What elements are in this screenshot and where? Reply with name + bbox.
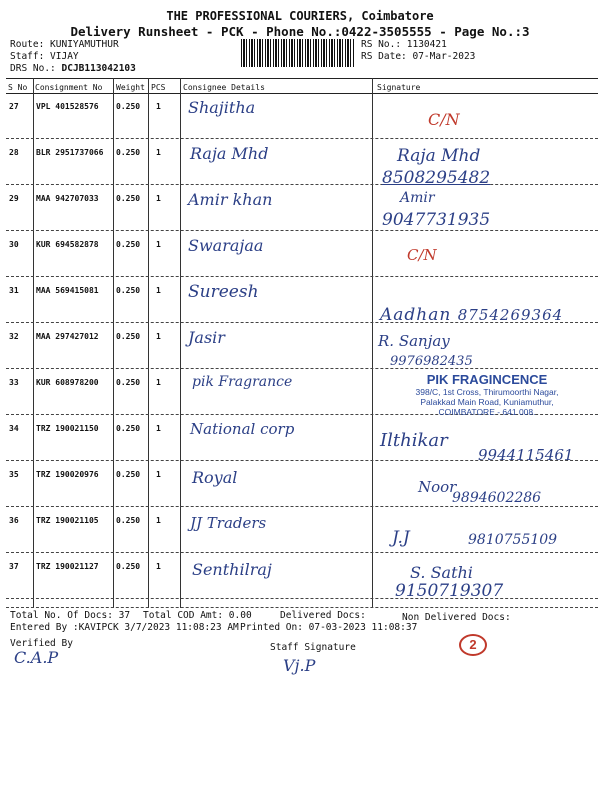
route-label: Route: KUNIYAMUTHUR	[10, 39, 119, 50]
signature-name: Aadhan	[380, 305, 452, 325]
row-consignment-no: TRZ 190021150	[36, 424, 99, 433]
col-header-pcs: PCS	[151, 83, 166, 92]
col-header-signature: Signature	[377, 83, 421, 92]
row-sno: 36	[9, 516, 19, 525]
signature	[380, 305, 563, 325]
table-bottom-rule	[6, 607, 598, 608]
row-pcs: 1	[156, 194, 161, 203]
row-sno: 33	[9, 378, 19, 387]
row-sno: 34	[9, 424, 19, 433]
col-header-consignee: Consignee Details	[183, 83, 265, 92]
col-divider	[33, 78, 34, 608]
row-separator	[6, 230, 598, 231]
row-pcs: 1	[156, 424, 161, 433]
row-separator	[6, 552, 598, 553]
company-stamp	[380, 372, 594, 417]
signature-phone: 9944115461	[478, 446, 574, 464]
handwritten-consignee: Sureesh	[188, 282, 259, 302]
signature-phone: 8754269364	[457, 306, 564, 324]
row-weight: 0.250	[116, 516, 141, 525]
row-pcs: 1	[156, 562, 161, 571]
row-weight: 0.250	[116, 332, 141, 341]
handwritten-consignee: Raja Mhd	[190, 144, 269, 163]
delivered-docs: Delivered Docs:	[280, 610, 366, 621]
stamp-address: 398/C, 1st Cross, Thirumoorthi Nagar,	[415, 387, 559, 397]
row-weight: 0.250	[116, 562, 141, 571]
non-delivered-docs: Non Delivered Docs:	[402, 612, 511, 623]
row-pcs: 1	[156, 102, 161, 111]
row-weight: 0.250	[116, 148, 141, 157]
row-consignment-no: TRZ 190020976	[36, 470, 99, 479]
row-consignment-no: BLR 2951737066	[36, 148, 104, 157]
col-divider	[113, 78, 114, 608]
stamp-name: PIK FRAGINCENCE	[426, 372, 548, 387]
signature-phone: 9976982435	[390, 354, 473, 369]
row-consignment-no: KUR 608978200	[36, 378, 99, 387]
row-separator	[6, 138, 598, 139]
runsheet-subtitle: Delivery Runsheet - PCK - Phone No.:0422-3505555 - Page No.:3	[70, 24, 530, 39]
col-divider	[372, 78, 373, 608]
company-title: THE PROFESSIONAL COURIERS, Coimbatore	[166, 9, 434, 23]
row-pcs: 1	[156, 332, 161, 341]
row-sno: 35	[9, 470, 19, 479]
col-header-weight: Weight	[116, 83, 145, 92]
signature-cn: C/N	[407, 246, 437, 264]
signature-cn: C/N	[428, 110, 460, 129]
stamp-address: Palakkad Main Road, Kuniamuthur,	[420, 397, 554, 407]
row-pcs: 1	[156, 240, 161, 249]
signature: Amir	[400, 190, 435, 206]
row-separator	[6, 276, 598, 277]
signature-phone: 8508295482	[382, 168, 491, 188]
row-sno: 27	[9, 102, 19, 111]
signature: Raja Mhd	[397, 146, 481, 166]
col-header-sno: S No	[8, 83, 28, 92]
signature: Noor	[418, 478, 457, 496]
row-weight: 0.250	[116, 102, 141, 111]
handwritten-consignee: Senthilraj	[192, 560, 272, 579]
barcode	[241, 39, 354, 67]
col-divider	[148, 78, 149, 608]
row-sno: 31	[9, 286, 19, 295]
table-header-rule	[6, 93, 598, 94]
row-pcs: 1	[156, 470, 161, 479]
row-separator	[6, 184, 598, 185]
drs-value: DCJB113042103	[61, 63, 136, 74]
total-docs: Total No. Of Docs: 37	[10, 610, 131, 621]
staff-signature: Vj.P	[283, 656, 316, 675]
signature-phone: 9150719307	[395, 581, 504, 601]
signature: Ilthikar	[380, 430, 448, 451]
handwritten-consignee: pik Fragrance	[192, 374, 293, 390]
row-weight: 0.250	[116, 286, 141, 295]
row-pcs: 1	[156, 148, 161, 157]
verified-signature: C.A.P	[14, 648, 59, 667]
signature-phone: 9810755109	[468, 532, 558, 548]
table-top-rule	[6, 78, 598, 79]
row-sno: 32	[9, 332, 19, 341]
handwritten-consignee: Amir khan	[188, 190, 273, 209]
row-sno: 30	[9, 240, 19, 249]
handwritten-consignee: Shajitha	[188, 98, 256, 117]
col-header-consignment: Consignment No	[35, 83, 103, 92]
total-cod: Total COD Amt: 0.00	[143, 610, 252, 621]
signature: J.J	[392, 528, 410, 548]
row-separator	[6, 598, 598, 599]
row-separator	[6, 506, 598, 507]
handwritten-consignee: Royal	[192, 468, 238, 487]
row-consignment-no: MAA 297427012	[36, 332, 99, 341]
rs-date: RS Date: 07-Mar-2023	[361, 51, 476, 62]
row-consignment-no: MAA 942707033	[36, 194, 99, 203]
row-separator	[6, 368, 598, 369]
verified-by-label: Verified By	[10, 638, 73, 649]
drs-label: DRS No.:	[10, 63, 56, 74]
signature: S. Sathi	[410, 563, 473, 582]
row-weight: 0.250	[116, 194, 141, 203]
row-consignment-no: TRZ 190021127	[36, 562, 99, 571]
staff-label: Staff: VIJAY	[10, 51, 79, 62]
handwritten-consignee: National corp	[190, 420, 295, 438]
col-divider	[180, 78, 181, 608]
staff-signature-label: Staff Signature	[270, 642, 356, 653]
entered-by: Entered By :KAVIPCK 3/7/2023 11:08:23 AM	[10, 622, 239, 633]
page-mark-circle: 2	[459, 634, 487, 656]
row-consignment-no: KUR 694582878	[36, 240, 99, 249]
printed-on: Printed On: 07-03-2023 11:08:37	[240, 622, 418, 633]
row-consignment-no: TRZ 190021105	[36, 516, 99, 525]
handwritten-consignee: Jasir	[188, 328, 225, 347]
handwritten-consignee: JJ Traders	[190, 514, 267, 532]
row-consignment-no: VPL 401528576	[36, 102, 99, 111]
signature: R. Sanjay	[378, 332, 450, 350]
row-weight: 0.250	[116, 470, 141, 479]
row-consignment-no: MAA 569415081	[36, 286, 99, 295]
stamp-address: COIMBATORE - 641 008.	[438, 407, 536, 417]
handwritten-consignee: Swarajaa	[188, 236, 264, 255]
drs-number	[10, 63, 136, 74]
signature-phone: 9047731935	[382, 210, 491, 230]
row-pcs: 1	[156, 516, 161, 525]
row-sno: 28	[9, 148, 19, 157]
row-weight: 0.250	[116, 424, 141, 433]
signature-phone: 9894602286	[452, 490, 542, 506]
rs-number: RS No.: 1130421	[361, 39, 447, 50]
row-pcs: 1	[156, 378, 161, 387]
row-pcs: 1	[156, 286, 161, 295]
row-weight: 0.250	[116, 378, 141, 387]
row-sno: 37	[9, 562, 19, 571]
row-weight: 0.250	[116, 240, 141, 249]
row-sno: 29	[9, 194, 19, 203]
